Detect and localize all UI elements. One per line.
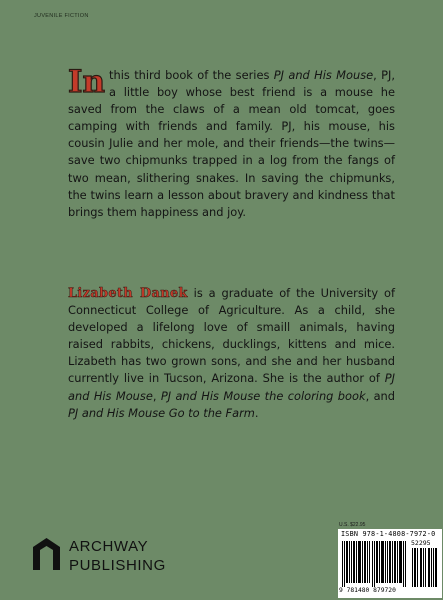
book-title-1: PJ and His Mouse xyxy=(68,371,395,403)
series-title: PJ and His Mouse xyxy=(273,68,374,82)
publisher-logo xyxy=(33,536,183,576)
genre-label: JUVENILE FICTION xyxy=(34,13,89,19)
isbn-barcode xyxy=(338,529,442,598)
book-title-2: PJ and His Mouse the coloring book xyxy=(160,388,366,403)
description-text-1: this third book of the series xyxy=(109,68,274,82)
publisher-name-line1: ARCHWAY xyxy=(69,538,149,555)
ean-barcode-bars xyxy=(342,541,408,587)
drop-cap: In xyxy=(68,64,106,100)
price-label: U.S. $22.95 xyxy=(339,522,366,528)
isbn-text: ISBN 978-1-4808-7972-0 xyxy=(341,530,436,538)
archway-icon xyxy=(33,538,60,570)
bio-separator-1: , xyxy=(152,388,161,403)
bio-end: . xyxy=(254,405,259,420)
addon-barcode-bars xyxy=(412,548,438,587)
description-text-2: , PJ, a little boy whose best friend is a mouse he saved from the claws of a mean old tomcat, goes camping with friends and family. PJ, his mouse, his cousin Julie and her mole, and their friends—the twins—save two chipmunks trapped in a log from the fangs of two mean, slithering snakes. In saving the chipmunks, the twins learn a lesson about bravery and kindness that brings them happiness and joy. xyxy=(68,68,395,219)
bio-separator-2: , and xyxy=(365,388,395,403)
ean-number: 9 781480 879720 xyxy=(339,587,396,594)
author-name: Lizabeth Danek xyxy=(68,286,188,301)
book-description xyxy=(68,64,395,221)
publisher-name-line2: PUBLISHING xyxy=(69,557,166,574)
bio-text-1: is a graduate of the University of Connecticut College of Agriculture. As a child, she developed a lifelong love of smaill animals, having raised rabbits, chickens, ducklings, kittens and mice. Lizabeth has two grown sons, and she and her husband currently live in Tucson, Arizona. She is the author of xyxy=(68,286,395,386)
author-bio xyxy=(68,285,395,422)
book-title-3: PJ and His Mouse Go to the Farm xyxy=(68,405,255,420)
addon-price-code: 52295 xyxy=(411,539,431,547)
